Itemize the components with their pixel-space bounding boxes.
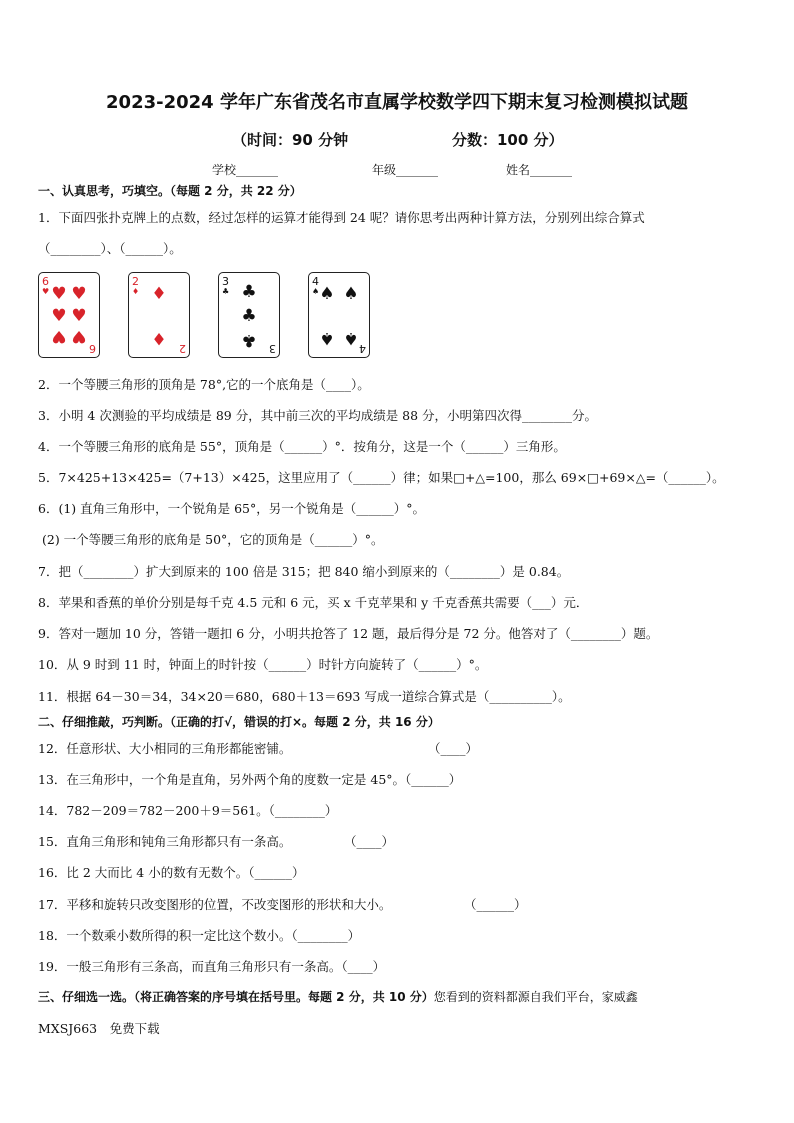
question-6-part-1: 6．(1) 直角三角形中，一个锐角是 65°，另一个锐角是（______）°。: [38, 501, 426, 516]
question-15: [38, 832, 764, 850]
spade-icon: ♠: [312, 287, 320, 296]
card-rank: 3: [222, 275, 229, 288]
school-field[interactable]: 学校_______: [212, 163, 279, 177]
spade-icon: ♠: [343, 328, 359, 348]
card-rank: 6: [42, 275, 49, 288]
question-6-part-2: (2) 一个等腰三角形的底角是 50°，它的顶角是（______）°。: [42, 532, 384, 547]
score-label: 分数：100 分）: [452, 131, 564, 149]
question-5: 5．7×425+13×425=（7+13）×425，这里应用了（______）律；如果□+△=100，那么 69×□+69×△=（______）。: [38, 470, 725, 485]
section-3-title: 三、仔细选一选。（将正确答案的序号填在括号里。每题 2 分，共 10 分）: [38, 990, 434, 1004]
club-icon: ♣: [241, 306, 257, 326]
heart-icon: ♥: [51, 306, 67, 326]
question-3: 3．小明 4 次测验的平均成绩是 89 分，其中前三次的平均成绩是 88 分，小明第四次得________分。: [38, 408, 598, 423]
name-field[interactable]: 姓名_______: [506, 163, 573, 177]
card-rank: 2: [132, 275, 139, 288]
time-label: （时间：90 分钟: [232, 131, 349, 149]
question-10: 10．从 9 时到 11 时，钟面上的时针按（______）时针方向旋转了（______）°。: [38, 657, 488, 672]
heart-icon: ♥: [51, 326, 67, 346]
question-1-blanks[interactable]: （________）、（______）。: [38, 241, 182, 256]
spade-icon: ♠: [319, 284, 335, 304]
club-icon: ♣: [222, 287, 230, 296]
page-title: 2023-2024 学年广东省茂名市直属学校数学四下期末复习检测模拟试题: [106, 92, 688, 113]
club-icon: [219, 273, 279, 357]
question-17-blank[interactable]: （______）: [464, 897, 527, 912]
section-3-note: 您看到的资料都源自我们平台，家威鑫: [433, 990, 638, 1004]
playing-card-3: [218, 272, 280, 358]
question-9: 9．答对一题加 10 分，答错一题扣 6 分，小明共抢答了 12 题，最后得分是 72 分。他答对了（________）题。: [38, 626, 659, 641]
section-1-heading: 一、认真思考，巧填空。（每题 2 分，共 22 分）: [38, 184, 302, 198]
question-11: 11．根据 64－30＝34，34×20＝680，680＋13＝693 写成一道综合算式是（__________）。: [38, 689, 571, 704]
playing-card-6: [38, 272, 100, 358]
spade-icon: [309, 273, 369, 357]
diamond-icon: ♦: [151, 328, 167, 348]
question-16: 16．比 2 大而比 4 小的数有无数个。（______）: [38, 865, 305, 880]
club-icon: ♣: [241, 330, 257, 350]
question-17-text: 17．平移和旋转只改变图形的位置，不改变图形的形状和大小。: [38, 897, 392, 912]
question-18: 18．一个数乘小数所得的积一定比这个数小。（________）: [38, 928, 361, 943]
question-17: [38, 895, 764, 913]
heart-icon: ♥: [42, 287, 50, 296]
card-rank-inverted: 4: [359, 342, 366, 355]
diamond-icon: [129, 273, 189, 357]
question-15-text: 15．直角三角形和钝角三角形都只有一条高。: [38, 834, 292, 849]
section-2-heading: 二、仔细推敲，巧判断。（正确的打√，错误的打×。每题 2 分，共 16 分）: [38, 715, 440, 729]
section-3-heading: [38, 988, 764, 1005]
diamond-icon: ♦: [132, 287, 140, 296]
playing-cards: [38, 272, 378, 358]
grade-field[interactable]: 年级_______: [372, 163, 439, 177]
question-12: [38, 739, 764, 757]
question-8: 8．苹果和香蕉的单价分别是每千克 4.5 元和 6 元，买 x 千克苹果和 y 千克香蕉共需要（___）元．: [38, 595, 589, 610]
question-2: 2．一个等腰三角形的顶角是 78°,它的一个底角是（____）。: [38, 377, 370, 392]
heart-icon: ♥: [71, 306, 87, 326]
question-4: 4．一个等腰三角形的底角是 55°，顶角是（______）°．按角分，这是一个（______）三角形。: [38, 439, 566, 454]
diamond-icon: ♦: [151, 284, 167, 304]
question-14: 14．782－209＝782－200＋9＝561。（________）: [38, 803, 338, 818]
question-12-blank[interactable]: （____）: [428, 741, 479, 756]
question-19: 19．一般三角形有三条高，而直角三角形只有一条高。（____）: [38, 959, 386, 974]
card-rank-inverted: 3: [269, 342, 276, 355]
question-7: 7．把（________）扩大到原来的 100 倍是 315；把 840 缩小到原来的（________）是 0.84。: [38, 564, 570, 579]
card-rank-inverted: 6: [89, 342, 96, 355]
heart-icon: [39, 273, 99, 357]
question-15-blank[interactable]: （____）: [344, 834, 395, 849]
heart-icon: ♥: [71, 326, 87, 346]
spade-icon: ♠: [343, 284, 359, 304]
question-12-text: 12．任意形状、大小相同的三角形都能密铺。: [38, 741, 292, 756]
question-13: 13．在三角形中，一个角是直角，另外两个角的度数一定是 45°。（______）: [38, 772, 462, 787]
heart-icon: ♥: [71, 284, 87, 304]
download-code: MXSJ663 免费下载: [38, 1021, 160, 1036]
club-icon: ♣: [241, 282, 257, 302]
playing-card-2: [128, 272, 190, 358]
card-rank-inverted: 2: [179, 342, 186, 355]
question-1-text: 1．下面四张扑克牌上的点数，经过怎样的运算才能得到 24 呢？请你思考出两种计算方法，分别列出综合算式: [38, 210, 645, 225]
spade-icon: ♠: [319, 328, 335, 348]
playing-card-4: [308, 272, 370, 358]
heart-icon: ♥: [51, 284, 67, 304]
card-rank: 4: [312, 275, 319, 288]
